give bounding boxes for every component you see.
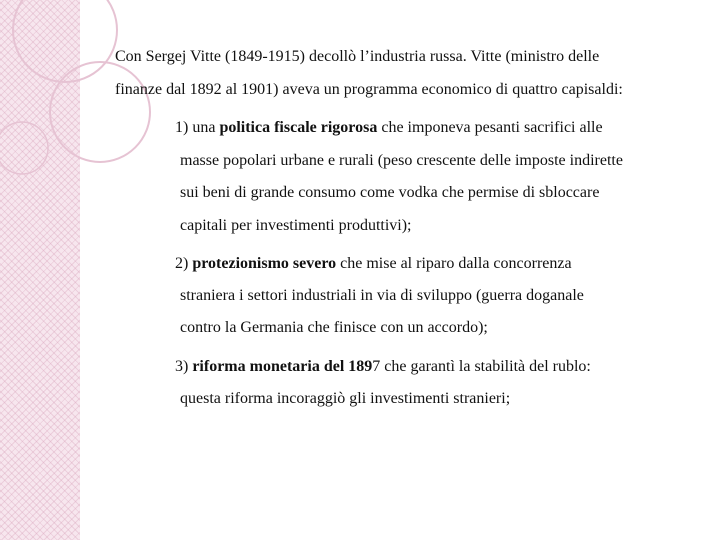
point-2-heading (175, 254, 572, 274)
point-2-rest: che mise al riparo dalla concorrenza (336, 255, 572, 272)
point-2-prefix: 2) (175, 255, 193, 272)
point-1-line-4: capitali per investimenti produttivi); (180, 217, 412, 234)
point-1-line-2: masse popolari urbane e rurali (peso crescente delle imposte indirette (180, 152, 623, 169)
point-2-line-3: contro la Germania che finisce con un accordo); (180, 319, 488, 336)
point-3-rest: 7 che garantì la stabilità del rublo: (372, 358, 591, 375)
point-2-line-2: straniera i settori industriali in via di sviluppo (guerra doganale (180, 287, 584, 304)
point-1-bold: politica fiscale rigorosa (219, 119, 378, 136)
intro-line-2: finanze dal 1892 al 1901) aveva un programma economico di quattro capisaldi: (115, 81, 623, 98)
point-3-line-2: questa riforma incoraggiò gli investimenti stranieri; (180, 390, 511, 407)
point-1-rest: che imponeva pesanti sacrifici alle (377, 119, 603, 136)
point-2-bold: protezionismo severo (192, 255, 337, 272)
point-3-bold: riforma monetaria del 189 (192, 358, 373, 375)
point-1-prefix: 1) una (175, 119, 220, 136)
point-3-prefix: 3) (175, 358, 193, 375)
intro-line-1: Con Sergej Vitte (1849-1915) decollò l’industria russa. Vitte (ministro delle (115, 48, 600, 65)
point-1-heading (175, 118, 603, 138)
point-3-heading (175, 357, 591, 377)
point-1-line-3: sui beni di grande consumo come vodka che permise di sbloccare (180, 184, 600, 201)
